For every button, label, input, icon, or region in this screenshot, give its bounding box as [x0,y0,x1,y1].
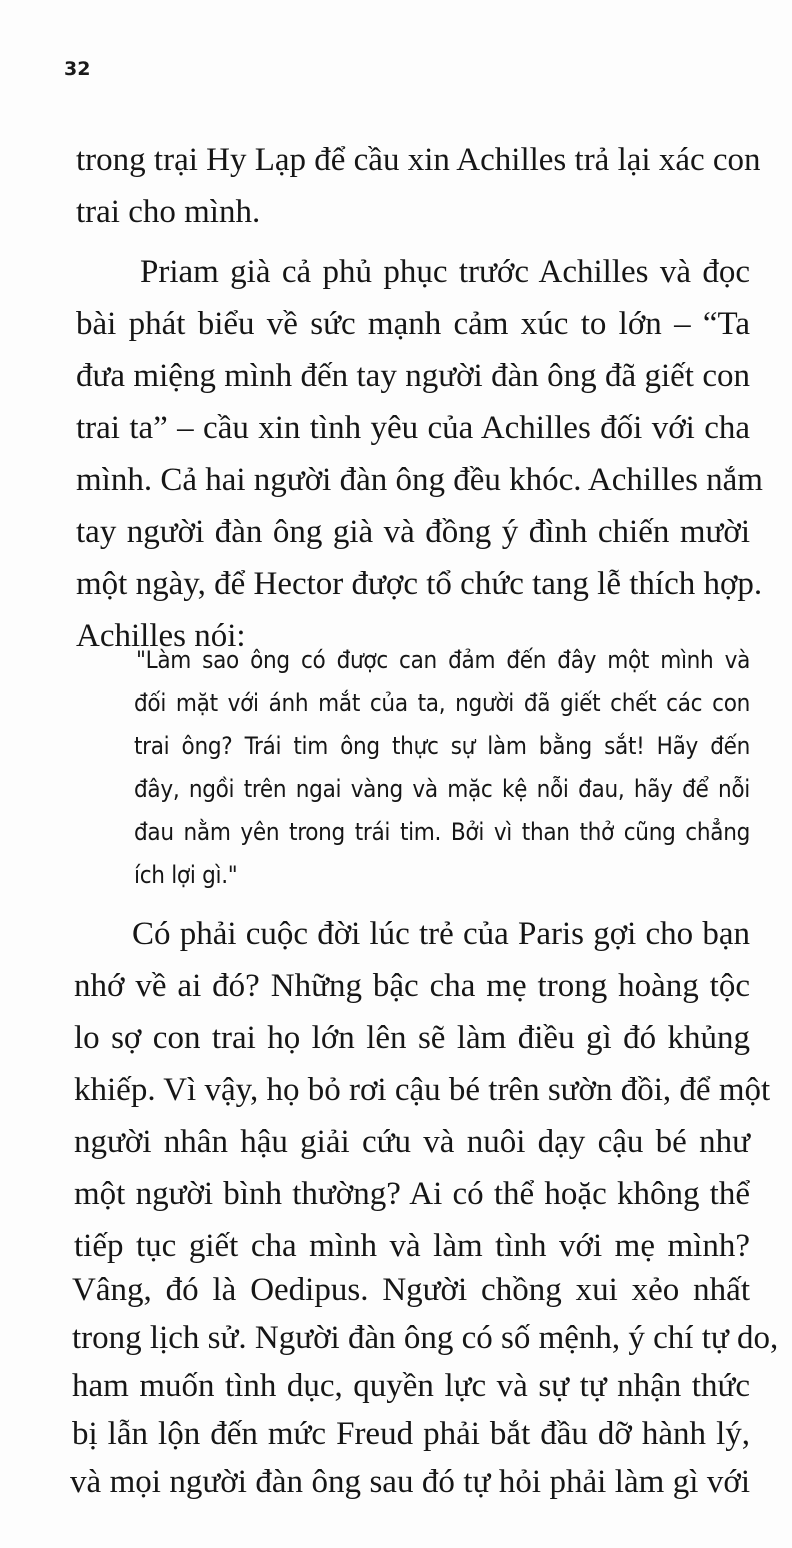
quote-line: ích lợi gì." [134,861,238,889]
text-line: Priam già cả phủ phục trước Achilles và đọc [140,254,750,290]
text-line: Achilles nói: [76,618,246,654]
text-line: lo sợ con trai họ lớn lên sẽ làm điều gì đó khủng [74,1020,750,1056]
text-line: và mọi người đàn ông sau đó tự hỏi phải làm gì với [70,1464,750,1500]
quote-line: đối mặt với ánh mắt của ta, người đã giết chết các con [134,689,750,717]
text-line: tiếp tục giết cha mình và làm tình với mẹ mình? [74,1228,750,1264]
text-line: bài phát biểu về sức mạnh cảm xúc to lớn – “Ta [76,306,750,342]
text-line: trai ta” – cầu xin tình yêu của Achilles đối với cha [76,410,750,446]
text-line: ham muốn tình dục, quyền lực và sự tự nhận thức [72,1368,750,1404]
text-line: tay người đàn ông già và đồng ý đình chiến mười [76,514,750,550]
text-line: một ngày, để Hector được tổ chức tang lễ thích hợp. [76,566,763,602]
text-line: nhớ về ai đó? Những bậc cha mẹ trong hoàng tộc [74,968,750,1004]
page-number: 32 [64,58,91,80]
quote-line: "Làm sao ông có được can đảm đến đây một mình và [136,646,750,674]
text-line: trong trại Hy Lạp để cầu xin Achilles trả lại xác con [76,142,761,178]
text-line: đưa miệng mình đến tay người đàn ông đã giết con [76,358,750,394]
quote-line: đau nằm yên trong trái tim. Bởi vì than thở cũng chẳng [134,818,750,846]
quote-line: trai ông? Trái tim ông thực sự làm bằng sắt! Hãy đến [134,732,750,760]
text-line: một người bình thường? Ai có thể hoặc không thể [74,1176,750,1212]
text-line: trong lịch sử. Người đàn ông có số mệnh, ý chí tự do, [72,1320,779,1356]
text-line: trai cho mình. [76,194,261,230]
text-line: bị lẫn lộn đến mức Freud phải bắt đầu dỡ hành lý, [72,1416,750,1452]
text-line: Có phải cuộc đời lúc trẻ của Paris gợi cho bạn [132,916,750,952]
text-line: người nhân hậu giải cứu và nuôi dạy cậu bé như [74,1124,750,1160]
text-line: mình. Cả hai người đàn ông đều khóc. Achilles nắm [76,462,763,498]
quote-line: đây, ngồi trên ngai vàng và mặc kệ nỗi đau, hãy để nỗi [134,775,750,803]
text-line: khiếp. Vì vậy, họ bỏ rơi cậu bé trên sườn đồi, để một [74,1072,771,1108]
text-line: Vâng, đó là Oedipus. Người chồng xui xẻo nhất [72,1272,750,1308]
